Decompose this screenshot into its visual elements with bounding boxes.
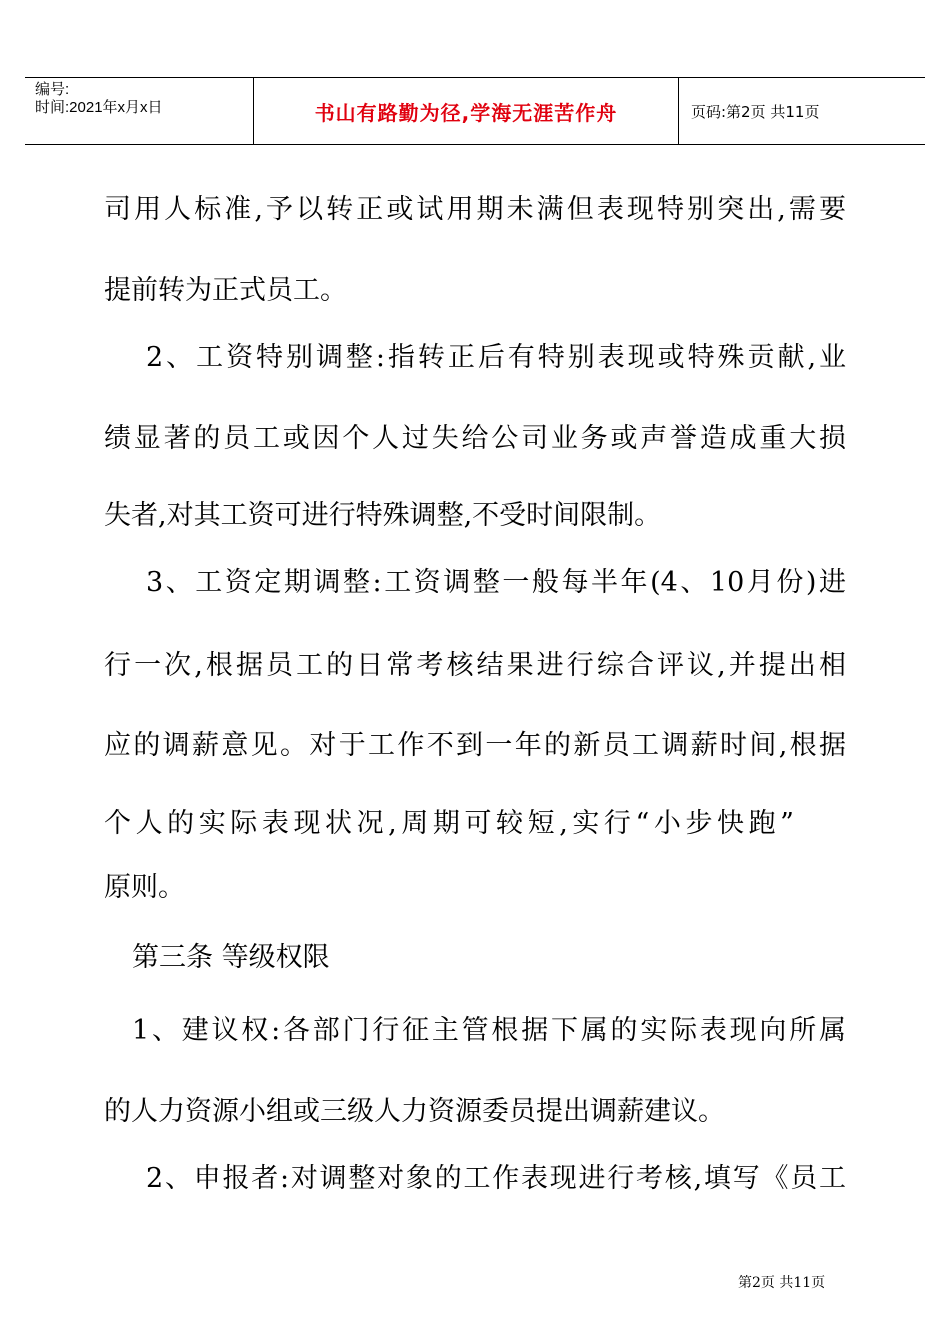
body-line-1: 司用人标准,予以转正或试用期未满但表现特别突出,需要 xyxy=(104,194,846,225)
page-header xyxy=(25,77,925,145)
body-line-7: 行一次,根据员工的日常考核结果进行综合评议,并提出相 xyxy=(104,650,846,681)
header-meta xyxy=(25,78,253,144)
body-line-13: 的人力资源小组或三级人力资源委员提出调薪建议。 xyxy=(104,1096,725,1127)
header-motto: 书山有路勤为径,学海无涯苦作舟 xyxy=(253,78,679,144)
body-line-6: 3、工资定期调整:工资调整一般每半年(4、10月份)进 xyxy=(146,567,846,598)
header-page-info: 页码:第2页 共11页 xyxy=(691,102,820,121)
body-line-8: 应的调薪意见。对于工作不到一年的新员工调薪时间,根据 xyxy=(104,730,846,761)
body-line-2: 提前转为正式员工。 xyxy=(104,275,347,306)
document-number-label: 编号: xyxy=(35,81,70,98)
body-line-5: 失者,对其工资可进行特殊调整,不受时间限制。 xyxy=(104,500,662,531)
page-footer: 第2页 共11页 xyxy=(738,1275,826,1291)
body-line-4: 绩显著的员工或因个人过失给公司业务或声誉造成重大损 xyxy=(104,423,846,454)
document-time-label: 时间:2021年x月x日 xyxy=(35,99,163,116)
body-line-10: 原则。 xyxy=(104,872,185,903)
section-heading: 第三条 等级权限 xyxy=(132,942,330,973)
body-line-12: 1、建议权:各部门行征主管根据下属的实际表现向所属 xyxy=(132,1015,846,1046)
body-line-14: 2、申报者:对调整对象的工作表现进行考核,填写《员工 xyxy=(146,1163,846,1194)
body-line-3: 2、工资特别调整:指转正后有特别表现或特殊贡献,业 xyxy=(146,342,846,373)
body-line-9: 个人的实际表现状况,周期可较短,实行“小步快跑” xyxy=(104,808,794,839)
